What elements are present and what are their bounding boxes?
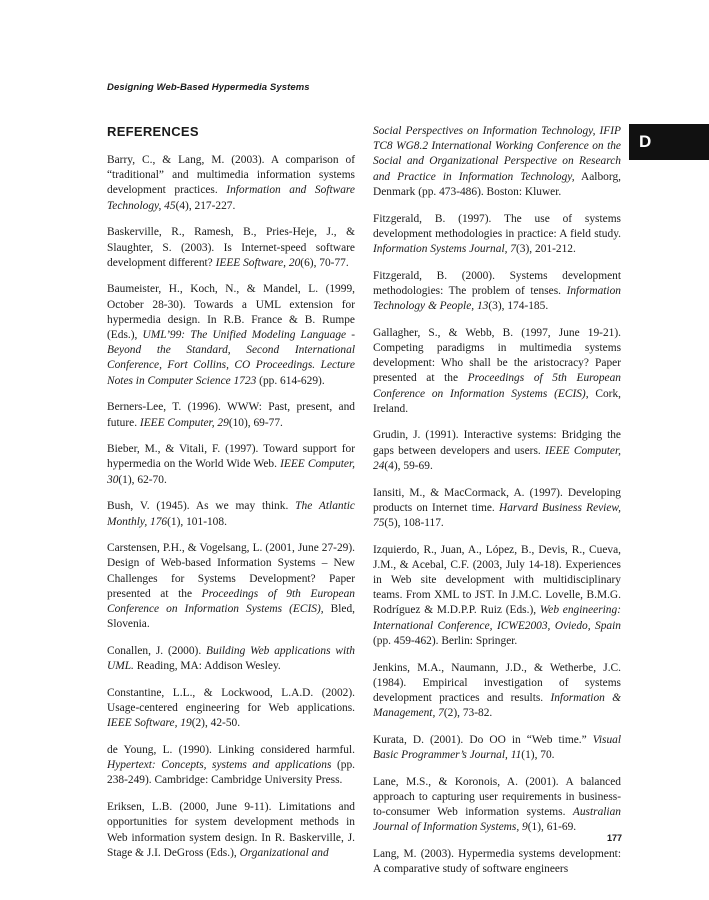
reference-text: Fitzgerald, B. (1997). The use of systems development methodologies in practice: A field study. — [373, 212, 621, 240]
reference-italic-text: Information Systems Journal, 7 — [373, 242, 517, 255]
reference-entry — [107, 644, 355, 674]
reference-text: Iansiti, M., & MacCormack, A. (1997). Developing products on Internet time. — [373, 486, 621, 514]
reference-text: Bush, V. (1945). As we may think. — [107, 500, 296, 513]
reference-italic-text: Web engineering: International Conference, ICWE2003, Oviedo, Spain — [373, 604, 621, 632]
reference-entry — [373, 428, 621, 474]
reference-italic-text: Information Technology & People, 13 — [373, 284, 621, 313]
reference-text: Jenkins, M.A., Naumann, J.D., & Wetherbe, J.C. (1984). Empirical investigation of systems development practices and results. — [373, 661, 621, 704]
reference-italic-text: Information & Management, 7 — [373, 692, 621, 720]
reference-text: Baumeister, H., Koch, N., & Mandel, L. (1999, October 28-30). Towards a UML extension for hypermedia design. In R.B. France & B. Rumpe (Eds.), — [107, 283, 355, 342]
reference-entry — [373, 326, 621, 417]
reference-text: (6), 70-77. — [300, 256, 349, 269]
reference-text: (10), 69-77. — [228, 416, 283, 429]
reference-entry — [107, 442, 355, 488]
reference-text: Eriksen, L.B. (2000, June 9-11). Limitations and opportunities for system development methods in Web information system design. In R. Baskerville, J. Stage & J.I. DeGross (Eds.), — [107, 801, 355, 859]
running-head: Designing Web-Based Hypermedia Systems — [107, 82, 310, 93]
reference-text: Gallagher, S., & Webb, B. (1997, June 19-21). Competing paradigms in multimedia systems development: Who shall be the aristocracy? Paper presented at the — [373, 326, 621, 385]
reference-text: (5), 108-117. — [384, 516, 444, 529]
reference-entry — [107, 225, 355, 271]
reference-entry — [373, 733, 621, 763]
reference-text: (3), 174-185. — [488, 300, 549, 313]
reference-text: (4), 217-227. — [175, 199, 236, 212]
reference-text: (pp. 238-249). Cambridge: Cambridge University Press. — [107, 759, 355, 787]
reference-italic-text: IEEE Computer, 24 — [373, 444, 621, 472]
reference-entry — [107, 800, 355, 861]
reference-entry — [107, 499, 355, 529]
reference-italic-text: Organizational and — [239, 846, 329, 859]
reference-text: Izquierdo, R., Juan, A., López, B., Devis, R., Cueva, J.M., & Acebal, C.F. (2003, July 14-18). Experiences in Web site development with multidisciplinary teams. From XML to JST. In J.M.C. Lovelle, B.M.G. Rodríguez & M.D.P.P. Ruiz (Eds.), — [373, 543, 621, 617]
reference-entry — [107, 541, 355, 632]
reference-text: (pp. 459-462). Berlin: Springer. — [373, 634, 518, 647]
reference-entry — [373, 269, 621, 315]
reference-text: (pp. 614-629). — [256, 374, 325, 387]
reference-entry — [373, 847, 621, 877]
references-right-column — [373, 124, 621, 889]
reference-text: (2), 42-50. — [191, 717, 241, 730]
reference-entry — [107, 400, 355, 430]
reference-text: (1), 70. — [521, 749, 555, 762]
reference-text: Aalborg, Denmark (pp. 473-486). Boston: Kluwer. — [373, 170, 621, 198]
reference-italic-text: IEEE Software, 20 — [215, 256, 301, 269]
reference-text: Lane, M.S., & Koronois, A. (2001). A balanced approach to capturing user requirements in business-to-consumer Web information systems. — [373, 775, 621, 819]
reference-text: Constantine, L.L., & Lockwood, L.A.D. (2002). Usage-centered engineering for Web applications. — [107, 686, 355, 715]
reference-text: Bieber, M., & Vitali, F. (1997). Toward support for hypermedia on the World Wide Web. — [107, 443, 355, 471]
reference-italic-text: IEEE Software, 19 — [107, 717, 192, 730]
section-tab: D — [629, 124, 709, 160]
references-heading: REFERENCES — [107, 124, 199, 139]
reference-text: Lang, M. (2003). Hypermedia systems development: A comparative study of software engineers — [373, 848, 621, 876]
reference-entry — [107, 743, 355, 789]
page-number: 177 — [607, 833, 623, 843]
references-left-column — [107, 153, 355, 872]
reference-entry — [373, 775, 621, 836]
reference-italic-text: Australian Journal of Information Systems, 9 — [373, 806, 621, 834]
reference-italic-text: Building Web applications with UML. — [107, 644, 355, 673]
reference-text: Carstensen, P.H., & Vogelsang, L. (2001, June 27-29). Design of Web-based Information Systems – New Challenges for Systems Development? Paper presented at the — [107, 542, 355, 600]
reference-text: Barry, C., & Lang, M. (2003). A comparison of “traditional” and multimedia information systems development practices. — [107, 154, 355, 197]
reference-text: Bled, Slovenia. — [107, 603, 355, 631]
reference-text: (1), 62-70. — [118, 473, 167, 486]
reference-text: (1), 101-108. — [167, 515, 227, 528]
reference-text: Reading, MA: Addison Wesley. — [133, 660, 281, 673]
reference-entry — [107, 282, 355, 388]
reference-italic-text: Proceedings of 5th European Conference on Information Systems (ECIS), — [373, 372, 621, 400]
reference-text: (4), 59-69. — [384, 459, 433, 472]
reference-text: Baskerville, R., Ramesh, B., Pries-Heje, J., & Slaughter, S. (2003). Is Internet-speed software development different? — [107, 226, 355, 269]
reference-text: Kurata, D. (2001). Do OO in “Web time.” — [373, 733, 593, 746]
reference-entry — [107, 686, 355, 732]
reference-italic-text: Visual Basic Programmer’s Journal, 11 — [373, 733, 621, 762]
reference-text: Fitzgerald, B. (2000). Systems development methodologies: The problem of tenses. — [373, 269, 621, 297]
reference-italic-text: IEEE Computer, 29 — [139, 416, 229, 429]
reference-entry — [373, 486, 621, 532]
reference-entry — [373, 543, 621, 649]
reference-entry — [373, 661, 621, 722]
reference-italic-text: Social Perspectives on Information Technology, IFIP TC8 WG8.2 International Working Conference on the Social and Organizational Perspective on Research and Practice in Information Technology, — [373, 125, 621, 183]
reference-italic-text: IEEE Computer, 30 — [107, 458, 356, 486]
reference-text: de Young, L. (1990). Linking considered harmful. — [107, 744, 355, 756]
reference-entry — [107, 153, 355, 214]
reference-text: (2), 73-82. — [443, 707, 493, 720]
reference-text: Berners-Lee, T. (1996). WWW: Past, present, and future. — [107, 401, 355, 429]
reference-text: (3), 201-212. — [516, 242, 576, 255]
reference-italic-text: Proceedings of 9th European Conference on Information Systems (ECIS), — [107, 587, 355, 616]
reference-italic-text: Harvard Business Review, 75 — [373, 501, 621, 529]
reference-text: Cork, Ireland. — [373, 387, 621, 415]
reference-text: Conallen, J. (2000). — [107, 644, 207, 657]
reference-italic-text: UML’99: The Unified Modeling Language - Beyond the Standard, Second International Conference, Fort Collins, CO Proceedings. Lecture Notes in Computer Science 1723 — [107, 329, 355, 387]
reference-text: Grudin, J. (1991). Interactive systems: Bridging the gaps between developers and users. — [373, 429, 621, 457]
reference-italic-text: Hypertext: Concepts, systems and applications — [107, 759, 332, 772]
reference-italic-text: Information and Software Technology, 45 — [107, 184, 355, 212]
reference-entry — [373, 124, 621, 200]
reference-entry — [373, 212, 621, 258]
reference-text: (1), 61-69. — [527, 821, 577, 834]
reference-italic-text: The Atlantic Monthly, 176 — [107, 500, 355, 528]
